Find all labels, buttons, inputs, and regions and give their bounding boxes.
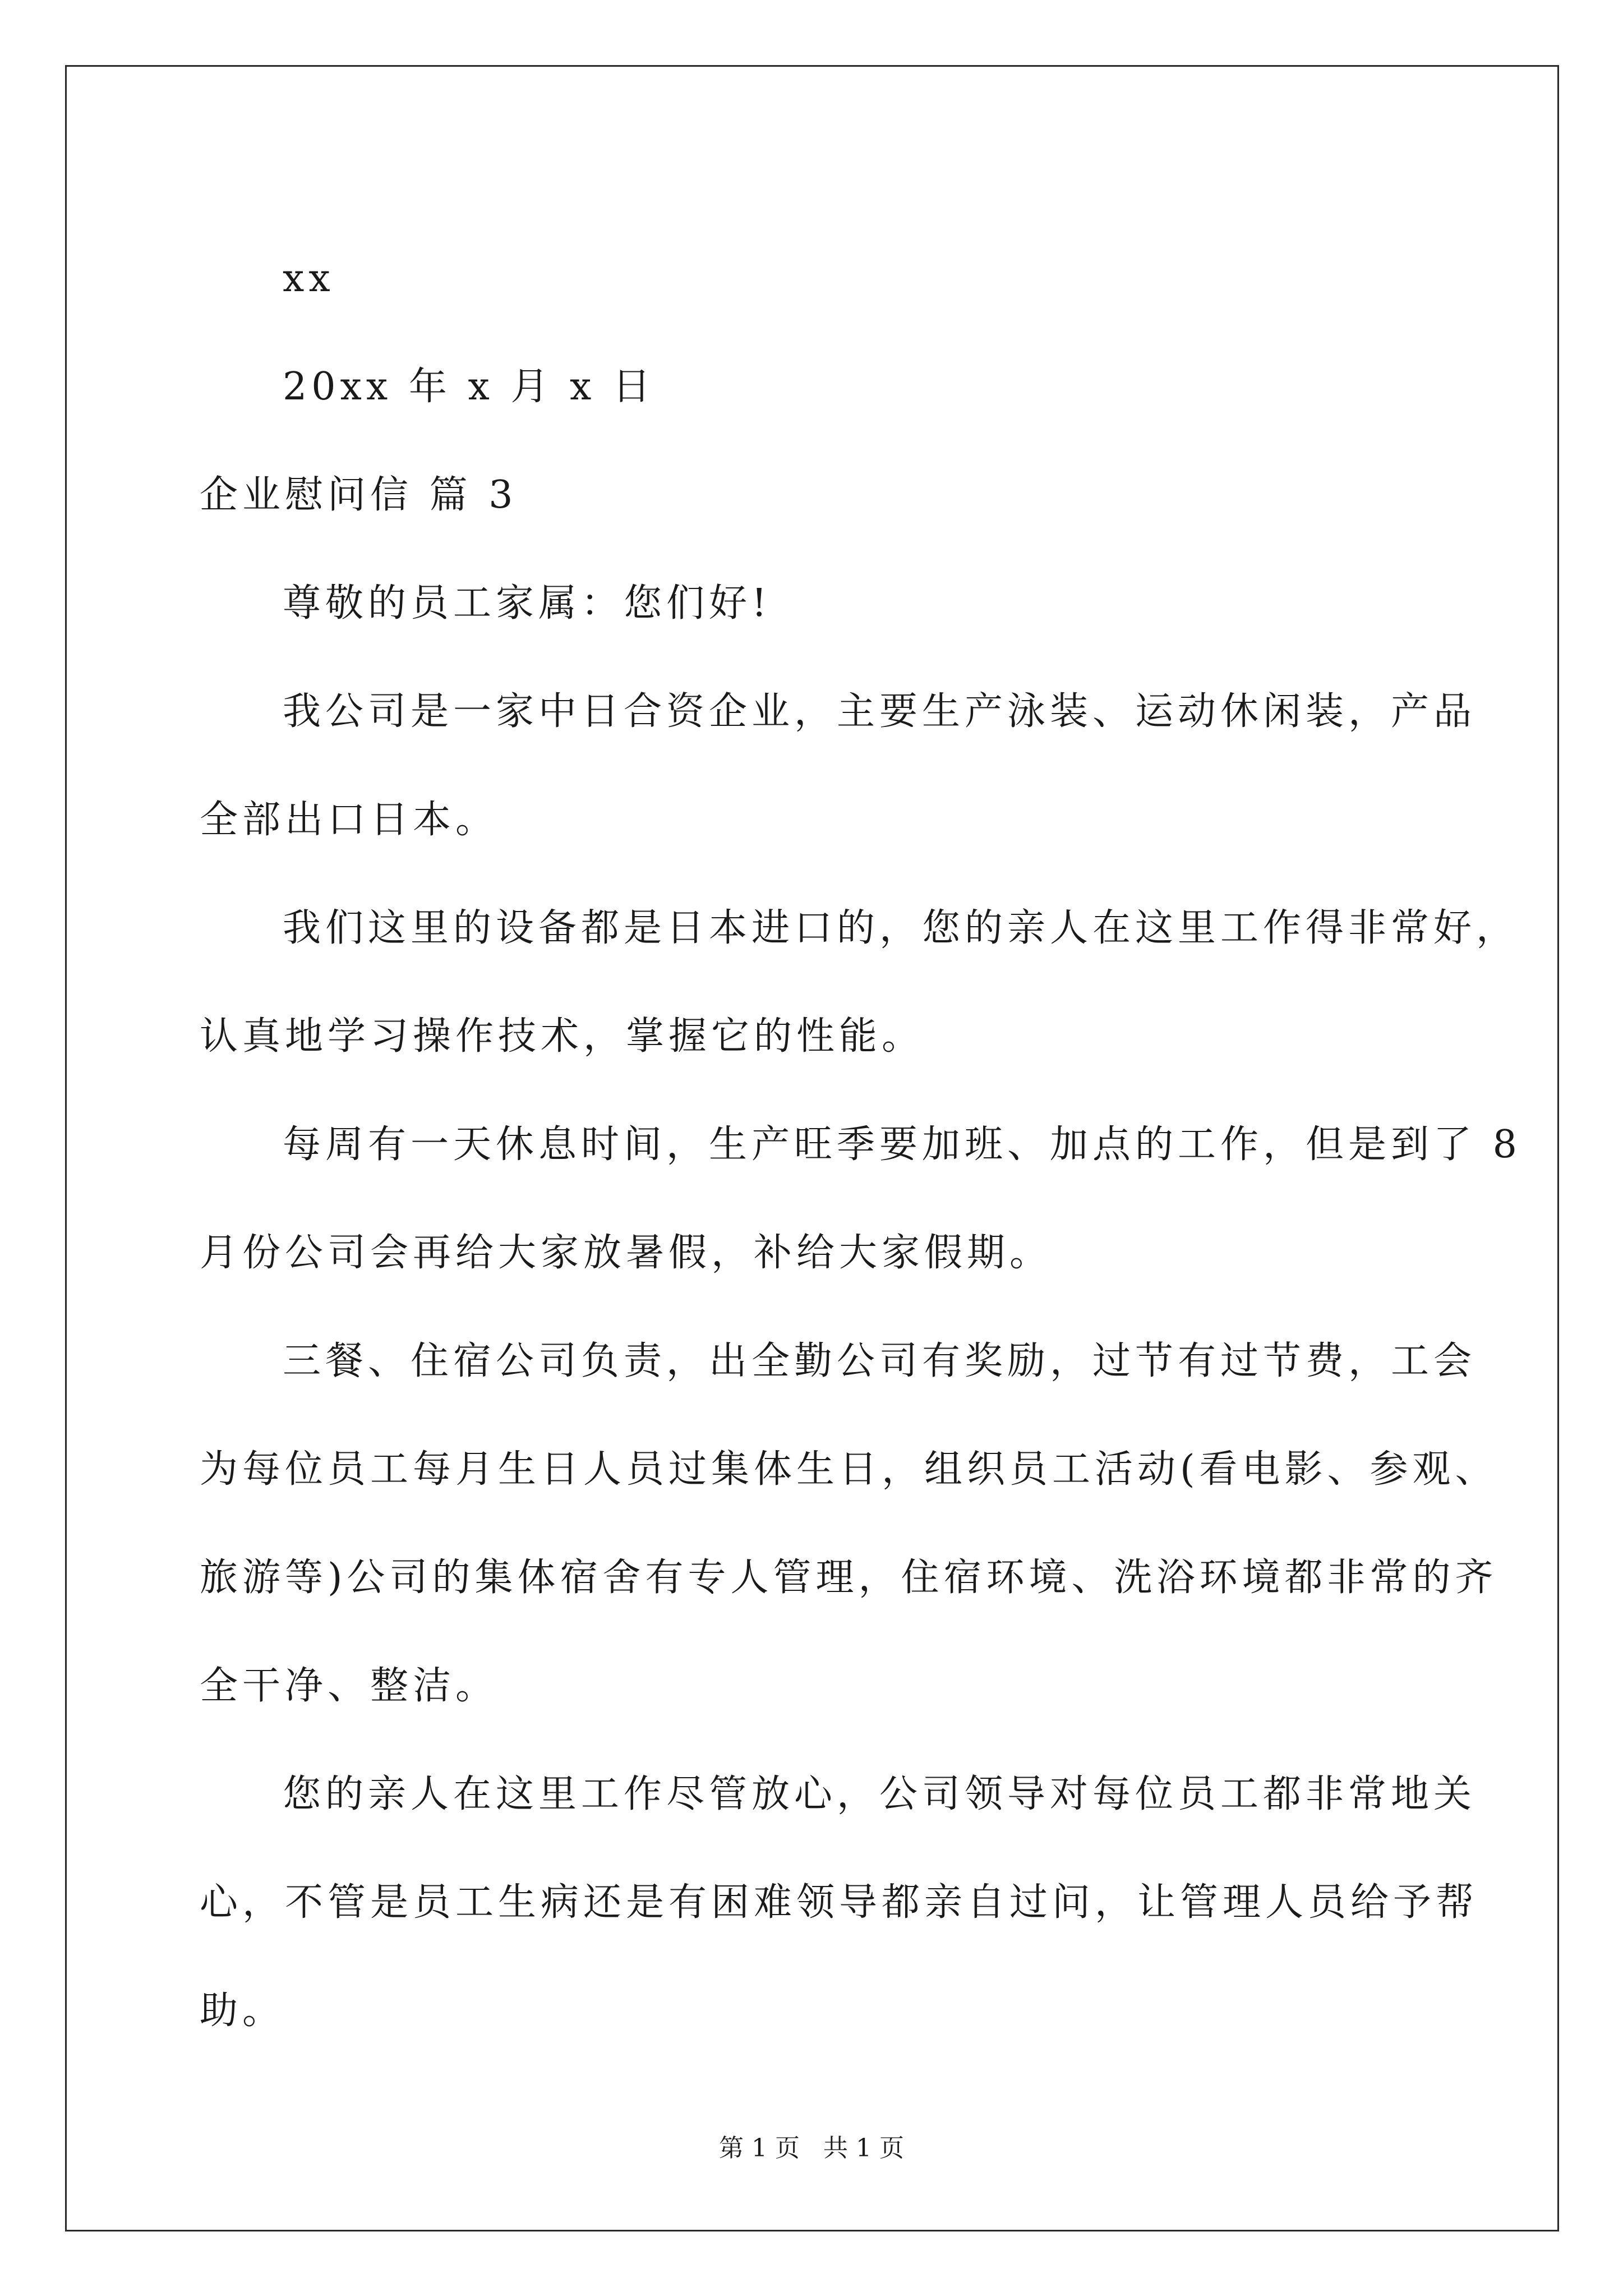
paragraph-line: 助。 xyxy=(200,1989,285,2033)
page-total: 共 1 页 xyxy=(823,2134,904,2162)
paragraph-line: 每周有一天休息时间，生产旺季要加班、加点的工作，但是到了 8 xyxy=(283,1122,1521,1167)
page-number: 第 1 页 xyxy=(719,2134,800,2162)
paragraph-line: 月份公司会再给大家放暑假，补给大家假期。 xyxy=(200,1231,1053,1275)
page-footer xyxy=(0,2132,1623,2165)
paragraph-line: 全部出口日本。 xyxy=(200,798,499,842)
date-line: 20xx 年 x 月 x 日 xyxy=(283,365,656,409)
paragraph-line: 三餐、住宿公司负责，出全勤公司有奖励，过节有过节费，工会 xyxy=(283,1339,1477,1383)
paragraph-line: 我们这里的设备都是日本进口的，您的亲人在这里工作得非常好， xyxy=(283,906,1519,950)
signature: xx xyxy=(283,256,335,301)
section-title: 企业慰问信 篇 3 xyxy=(200,473,518,517)
paragraph-line: 我公司是一家中日合资企业，主要生产泳装、运动休闲装，产品 xyxy=(283,689,1477,734)
paragraph-line: 心，不管是员工生病还是有困难领导都亲自过问，让管理人员给予帮 xyxy=(200,1880,1479,1925)
paragraph-line: 全干净、整洁。 xyxy=(200,1664,499,1708)
paragraph-line: 认真地学习操作技术，掌握它的性能。 xyxy=(200,1014,925,1059)
letter-body xyxy=(200,224,1521,2065)
paragraph-line: 为每位员工每月生日人员过集体生日，组织员工活动(看电影、参观、 xyxy=(200,1447,1498,1492)
paragraph-line: 旅游等)公司的集体宿舍有专人管理，住宿环境、洗浴环境都非常的齐 xyxy=(200,1556,1498,1600)
greeting: 尊敬的员工家属：您们好! xyxy=(283,581,772,625)
paragraph-line: 您的亲人在这里工作尽管放心，公司领导对每位员工都非常地关 xyxy=(283,1772,1477,1816)
